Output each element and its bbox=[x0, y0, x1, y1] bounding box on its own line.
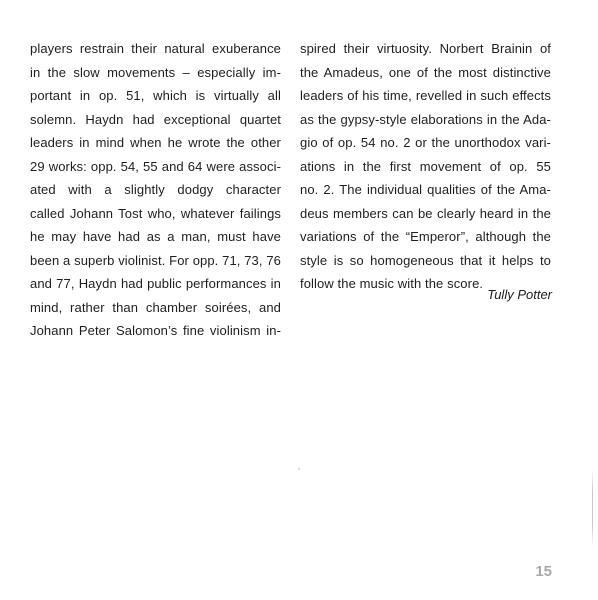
text-line: mind, rather than chamber soirées, and bbox=[30, 299, 281, 315]
text-line: players restrain their natural exuberance bbox=[30, 41, 281, 56]
text-line: and 77, Haydn had public performances in bbox=[30, 276, 281, 291]
text-line: follow the music with the score. bbox=[300, 276, 484, 291]
text-line: leaders of his time, revelled in such effects bbox=[300, 88, 551, 103]
text-line: ated with a slightly dodgy character bbox=[30, 182, 281, 197]
page-number: 15 bbox=[535, 563, 552, 580]
text-line: in the slow movements – especially im- bbox=[30, 64, 281, 80]
text-line: spired their virtuosity. Norbert Brainin of bbox=[300, 41, 551, 56]
text-line: leaders in mind when he wrote the other bbox=[30, 135, 281, 150]
text-line: ations in the first movement of op. 55 bbox=[300, 158, 551, 174]
text-line: as the gypsy-style elaborations in the Ada- bbox=[300, 111, 551, 127]
text-line: Johann Peter Salomon’s fine violinism in- bbox=[30, 323, 281, 338]
author-signature: Tully Potter bbox=[487, 287, 552, 302]
text-line: solemn. Haydn had exceptional quartet bbox=[30, 111, 281, 127]
text-line: portant in op. 51, which is virtually all bbox=[30, 88, 281, 103]
text-line: the Amadeus, one of the most distinctive bbox=[300, 64, 551, 80]
scan-edge-mark bbox=[592, 468, 593, 548]
text-line: been a superb violinist. For opp. 71, 73, 76 bbox=[30, 252, 281, 268]
text-line: 29 works: opp. 54, 55 and 64 were associ- bbox=[30, 158, 281, 174]
scan-speck bbox=[298, 468, 300, 470]
right-text-column bbox=[300, 37, 551, 296]
text-line: called Johann Tost who, whatever failings bbox=[30, 205, 281, 221]
text-line: no. 2. The individual qualities of the Ama- bbox=[300, 182, 551, 197]
text-line: he may have had as a man, must have bbox=[30, 229, 281, 244]
text-line: deus members can be clearly heard in the bbox=[300, 205, 551, 221]
text-line: variations of the “Emperor”, although the bbox=[300, 229, 551, 244]
left-text-column bbox=[30, 37, 281, 343]
text-line: gio of op. 54 no. 2 or the unorthodox vari- bbox=[300, 135, 551, 150]
text-line: style is so homogeneous that it helps to bbox=[300, 252, 551, 268]
